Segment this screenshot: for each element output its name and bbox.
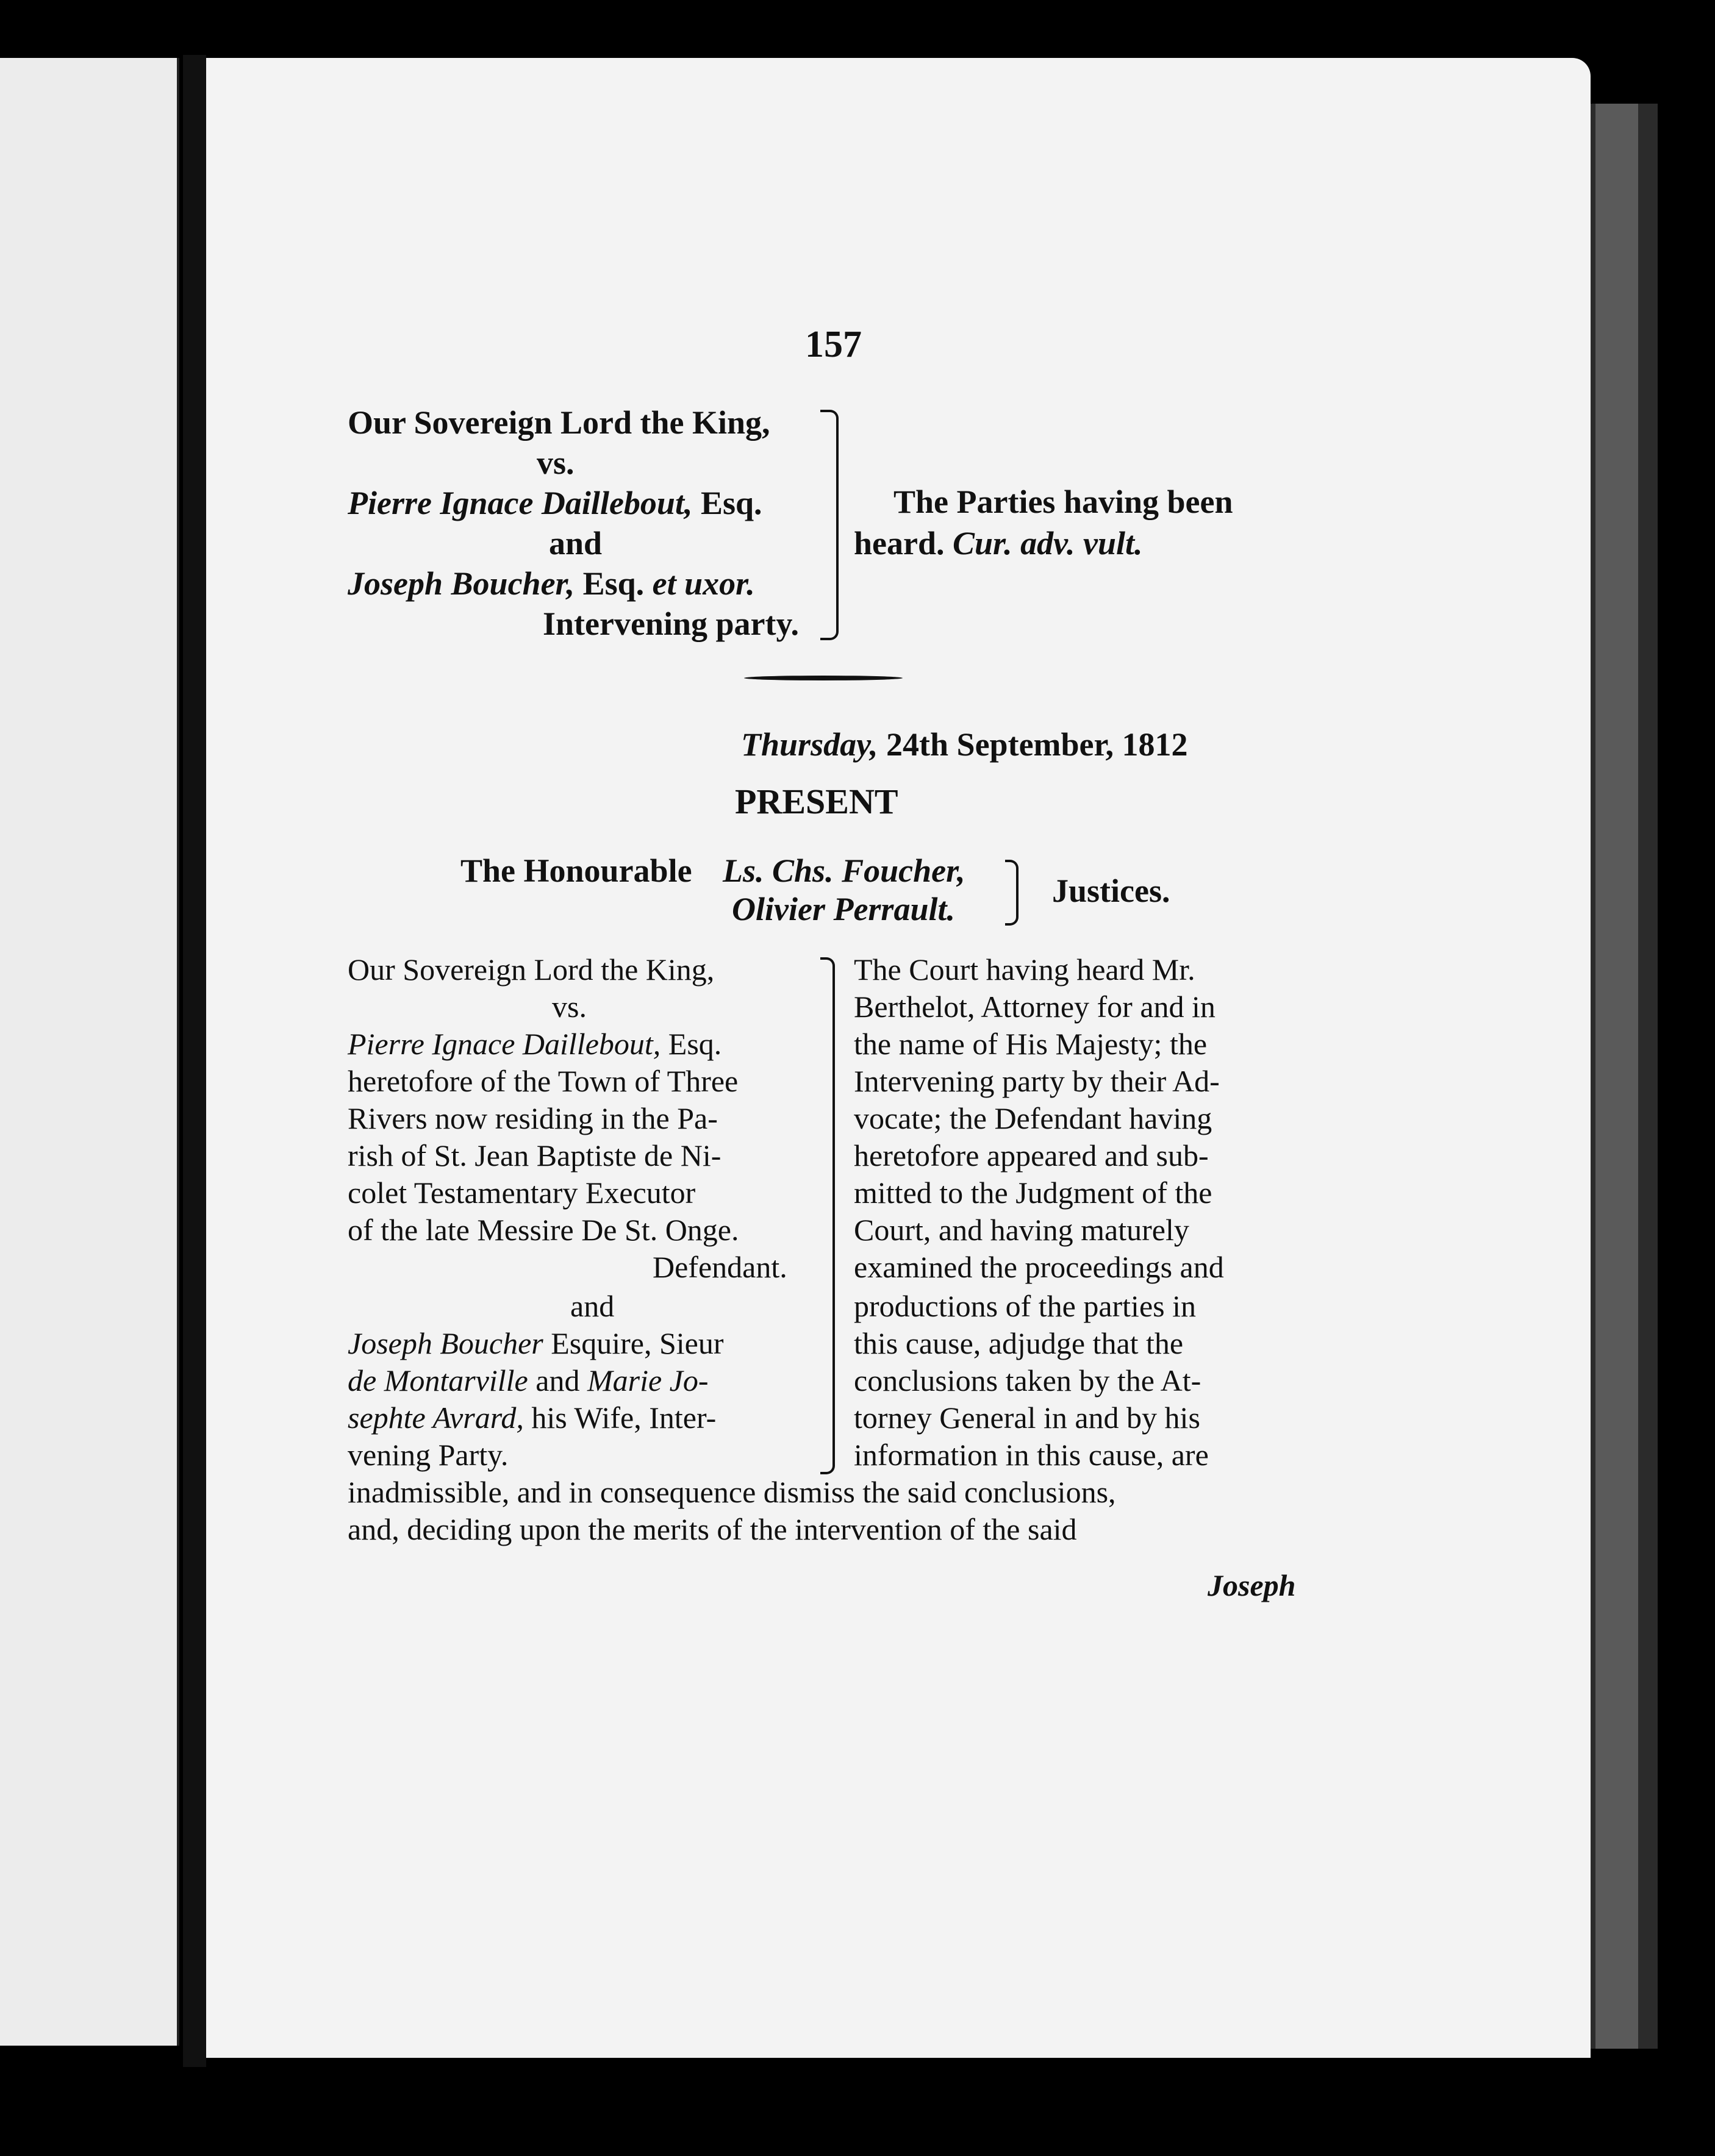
case2-right-line: the name of His Majesty; the — [854, 1027, 1208, 1061]
case2-left-line: of the late Messire De St. Onge. — [348, 1213, 739, 1247]
session-date: Thursday, 24th September, 1812 — [741, 726, 1188, 763]
case1-defendant: Pierre Ignace Daillebout, Esq. — [348, 485, 762, 521]
case2-right-line: Berthelot, Attorney for and in — [854, 990, 1216, 1024]
case2-left-line: vs. — [552, 990, 587, 1024]
case2-right-line: conclusions taken by the At- — [854, 1363, 1201, 1397]
case2-right-line: Court, and having maturely — [854, 1213, 1189, 1247]
honourable-label: The Honourable — [460, 852, 692, 889]
case2-left-line: heretofore of the Town of Three — [348, 1064, 739, 1098]
case1-intervenor-role: Intervening party. — [543, 605, 800, 642]
case2-right-line: this cause, adjudge that the — [854, 1326, 1184, 1360]
justices-brace — [1005, 860, 1019, 926]
page-number: 157 — [805, 324, 862, 365]
case2-right-line: The Court having heard Mr. — [854, 952, 1195, 987]
case1-vs: vs. — [537, 444, 575, 481]
left-page-edge — [0, 58, 179, 2046]
case2-right-line: heretofore appeared and sub- — [854, 1138, 1209, 1173]
case2-right-line: information in this cause, are — [854, 1438, 1209, 1472]
case2-left-line: and — [570, 1289, 615, 1323]
case2-left-line: rish of St. Jean Baptiste de Ni- — [348, 1138, 721, 1173]
case2-full-line: and, deciding upon the merits of the intervention of the said — [348, 1512, 1077, 1546]
case2-left-line: Defendant. — [653, 1250, 787, 1284]
case2-brace — [820, 957, 835, 1474]
case2-full-line: inadmissible, and in consequence dismiss the said conclusions, — [348, 1475, 1116, 1509]
case2-right-line: mitted to the Judgment of the — [854, 1176, 1212, 1210]
case2-right-line: Intervening party by their Ad- — [854, 1064, 1220, 1098]
section-divider — [744, 676, 903, 680]
present-heading: PRESENT — [735, 782, 898, 821]
catchword: Joseph — [1208, 1568, 1296, 1602]
case1-brace — [820, 410, 839, 640]
case2-left-line: colet Testamentary Executor — [348, 1176, 696, 1210]
case2-left-line: Pierre Ignace Daillebout, Esq. — [348, 1027, 722, 1061]
case2-left-line: Our Sovereign Lord the King, — [348, 952, 715, 987]
case2-left-line: Joseph Boucher Esquire, Sieur — [348, 1326, 724, 1360]
case1-and: and — [549, 525, 603, 562]
case2-right-line: torney General in and by his — [854, 1401, 1200, 1435]
case2-left-line: de Montarville and Marie Jo- — [348, 1363, 709, 1397]
case2-left-line: Rivers now residing in the Pa- — [348, 1101, 718, 1135]
case2-right-line: vocate; the Defendant having — [854, 1101, 1212, 1135]
case1-ruling-line1: The Parties having been — [893, 484, 1233, 520]
justice-perrault: Olivier Perrault. — [732, 891, 955, 927]
case2-left-line: vening Party. — [348, 1438, 509, 1472]
case1-ruling-line2: heard. Cur. adv. vult. — [854, 525, 1143, 562]
case1-intervenor: Joseph Boucher, Esq. et uxor. — [348, 565, 755, 602]
justices-label: Justices. — [1052, 873, 1170, 909]
case2-left-line: sephte Avrard, his Wife, Inter- — [348, 1401, 717, 1435]
case2-right-line: examined the proceedings and — [854, 1250, 1224, 1284]
case2-right-line: productions of the parties in — [854, 1289, 1196, 1323]
case1-plaintiff: Our Sovereign Lord the King, — [348, 404, 770, 441]
justice-foucher: Ls. Chs. Foucher, — [723, 852, 965, 889]
page-edge-stack — [1591, 104, 1658, 2049]
book-spine — [183, 55, 206, 2067]
